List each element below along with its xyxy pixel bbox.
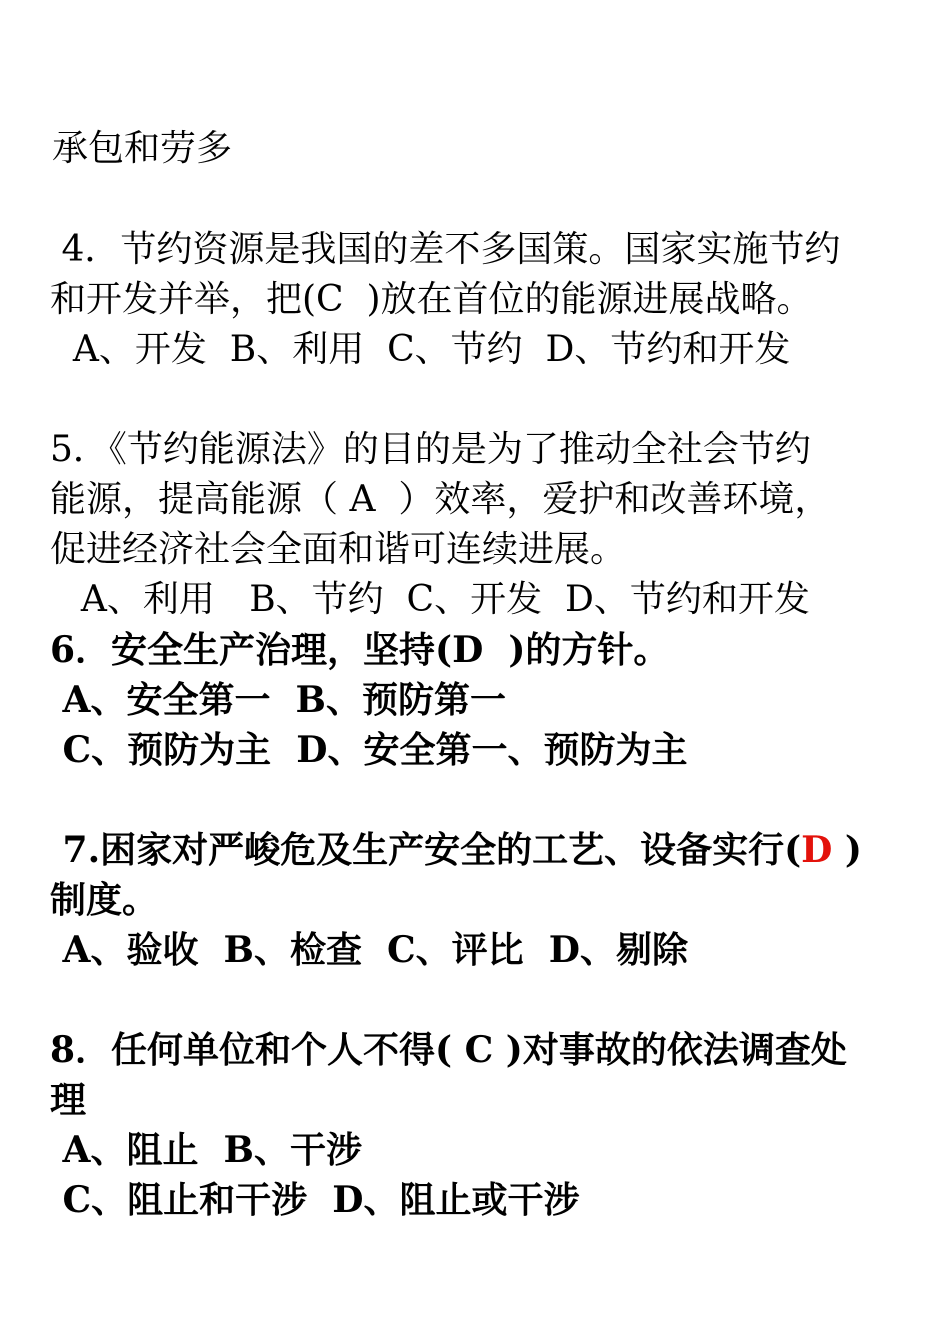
answer-options: A、验收 B、检查 C、评比 D、剔除 bbox=[50, 929, 688, 971]
question-text: 能源，提高能源（ A ）效率，爱护和改善环境， bbox=[50, 479, 831, 520]
answer-options: A、开发 B、利用 C、节约 D、节约和开发 bbox=[50, 329, 791, 370]
question-text: 8．任何单位和个人不得( C )对事故的依法调查处 bbox=[50, 1029, 847, 1071]
question-text: 和开发并举，把(C )放在首位的能源进展战略。 bbox=[50, 279, 813, 320]
answer-options: C、阻止和干涉 D、阻止或干涉 bbox=[50, 1179, 580, 1221]
question-text: 4．节约资源是我国的差不多国策。国家实施节约 bbox=[50, 229, 841, 270]
answer-options: C、预防为主 D、安全第一、预防为主 bbox=[50, 729, 688, 771]
question-text: 促进经济社会全面和谐可连续进展。 bbox=[50, 529, 627, 570]
question-text: 6．安全生产治理，坚持(D )的方针。 bbox=[50, 629, 670, 671]
answer-options: A、安全第一 B、预防第一 bbox=[50, 679, 506, 721]
question-text-segment: 7.困家对严峻危及生产安全的工艺、设备实行( bbox=[50, 829, 802, 871]
question-text: 制度。 bbox=[50, 879, 159, 921]
answer-options: A、利用 B、节约 C、开发 D、节约和开发 bbox=[58, 579, 810, 620]
question-text-segment: ) bbox=[832, 829, 862, 871]
question-text: 5．《节约能源法》的目的是为了推动全社会节约 bbox=[50, 429, 811, 470]
question-text: 理 bbox=[50, 1079, 87, 1121]
answer-highlight: D bbox=[801, 829, 833, 871]
text-line: 承包和劳多 bbox=[52, 128, 233, 169]
answer-options: A、阻止 B、干涉 bbox=[50, 1129, 362, 1171]
question-text bbox=[50, 825, 862, 875]
